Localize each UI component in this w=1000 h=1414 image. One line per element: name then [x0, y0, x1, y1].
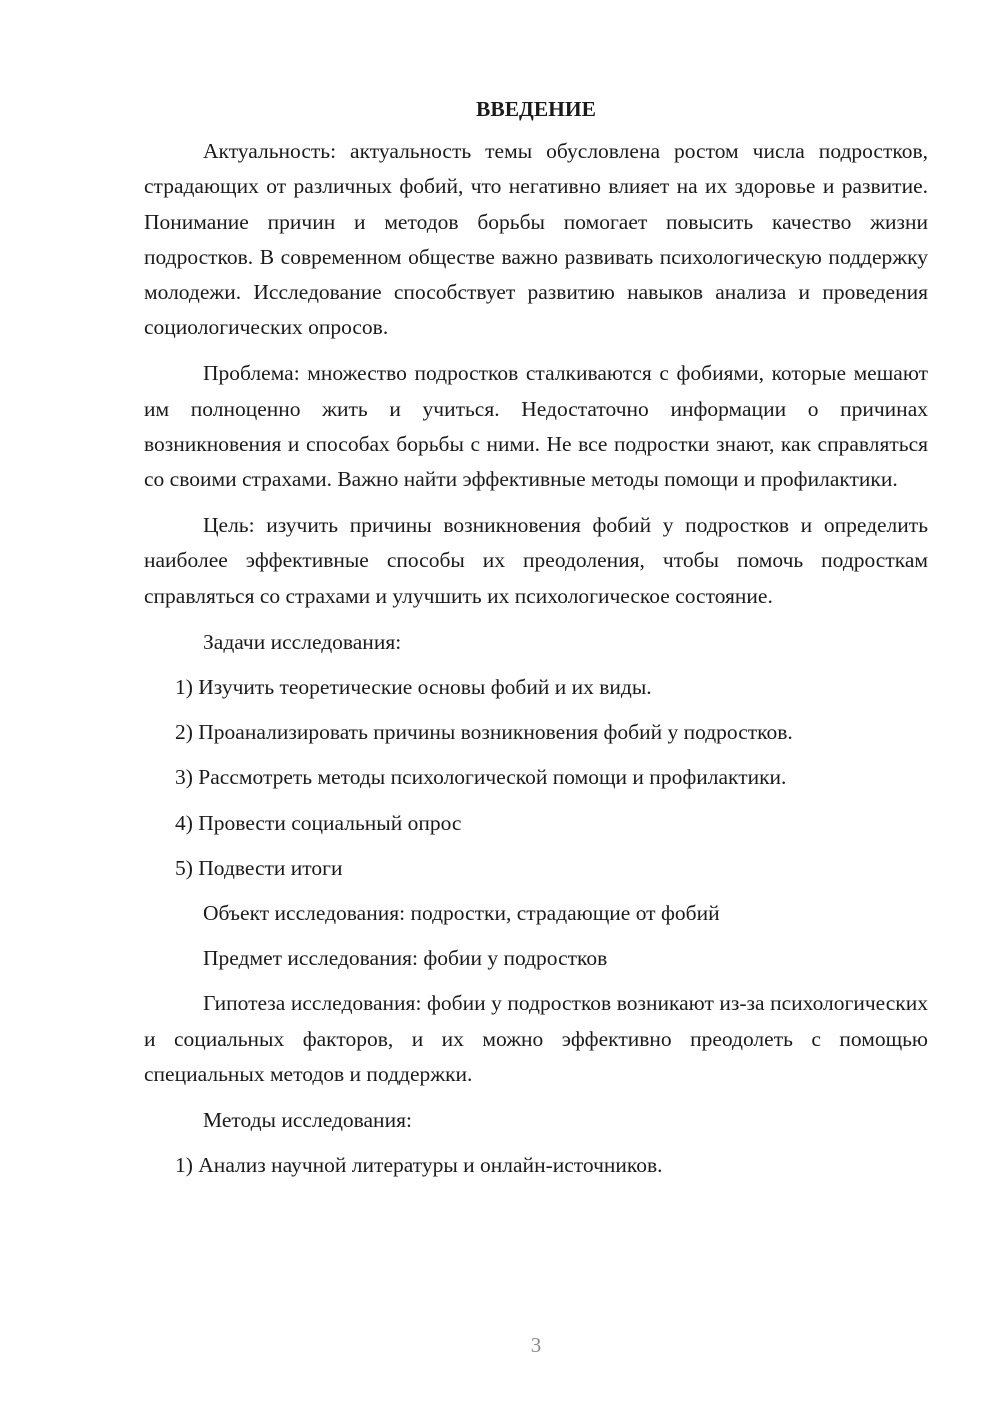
- page-content: [144, 92, 928, 1193]
- page-number: 3: [530, 1333, 542, 1357]
- methods-heading: Методы исследования:: [203, 1108, 412, 1133]
- tasks-heading: Задачи исследования:: [203, 629, 402, 654]
- relevance-paragraph: Актуальность: актуальность темы обусловлена ростом числа подростков, страдающих от различных фобий, что негативно влияет на их здоровье и развитие. Понимание причин и методов борьбы помогает повысить качество жизни подростков. В современном обществе важно развивать психологическую поддержку молодежи. Исследование способствует развитию навыков анализа и проведения социологических опросов.: [144, 139, 928, 340]
- hypothesis-paragraph: Гипотеза исследования: фобии у подростков возникают из-за психологических и социальных факторов, и их можно эффективно преодолеть с помощью специальных методов и поддержки.: [144, 991, 928, 1086]
- task-item: 5) Подвести итоги: [175, 855, 343, 880]
- research-subject: Предмет исследования: фобии у подростков: [203, 946, 608, 971]
- research-object: Объект исследования: подростки, страдающие от фобий: [203, 901, 720, 926]
- task-item: 4) Провести социальный опрос: [175, 810, 462, 835]
- problem-paragraph: Проблема: множество подростков сталкиваются с фобиями, которые мешают им полноценно жить и учиться. Недостаточно информации о причинах возникновения и способах борьбы с ними. Не все подростки знают, как справляться со своими страхами. Важно найти эффективные методы помощи и профилактики.: [144, 361, 928, 492]
- goal-paragraph: Цель: изучить причины возникновения фобий у подростков и определить наиболее эффективные способы их преодоления, чтобы помочь подросткам справляться со страхами и улучшить их психологическое состояние.: [144, 513, 928, 608]
- task-item: 3) Рассмотреть методы психологической помощи и профилактики.: [175, 765, 787, 790]
- task-item: 1) Изучить теоретические основы фобий и их виды.: [175, 675, 652, 700]
- method-item: 1) Анализ научной литературы и онлайн-источников.: [175, 1153, 663, 1178]
- task-item: 2) Проанализировать причины возникновения фобий у подростков.: [175, 720, 793, 745]
- page-title: ВВЕДЕНИЕ: [476, 97, 596, 121]
